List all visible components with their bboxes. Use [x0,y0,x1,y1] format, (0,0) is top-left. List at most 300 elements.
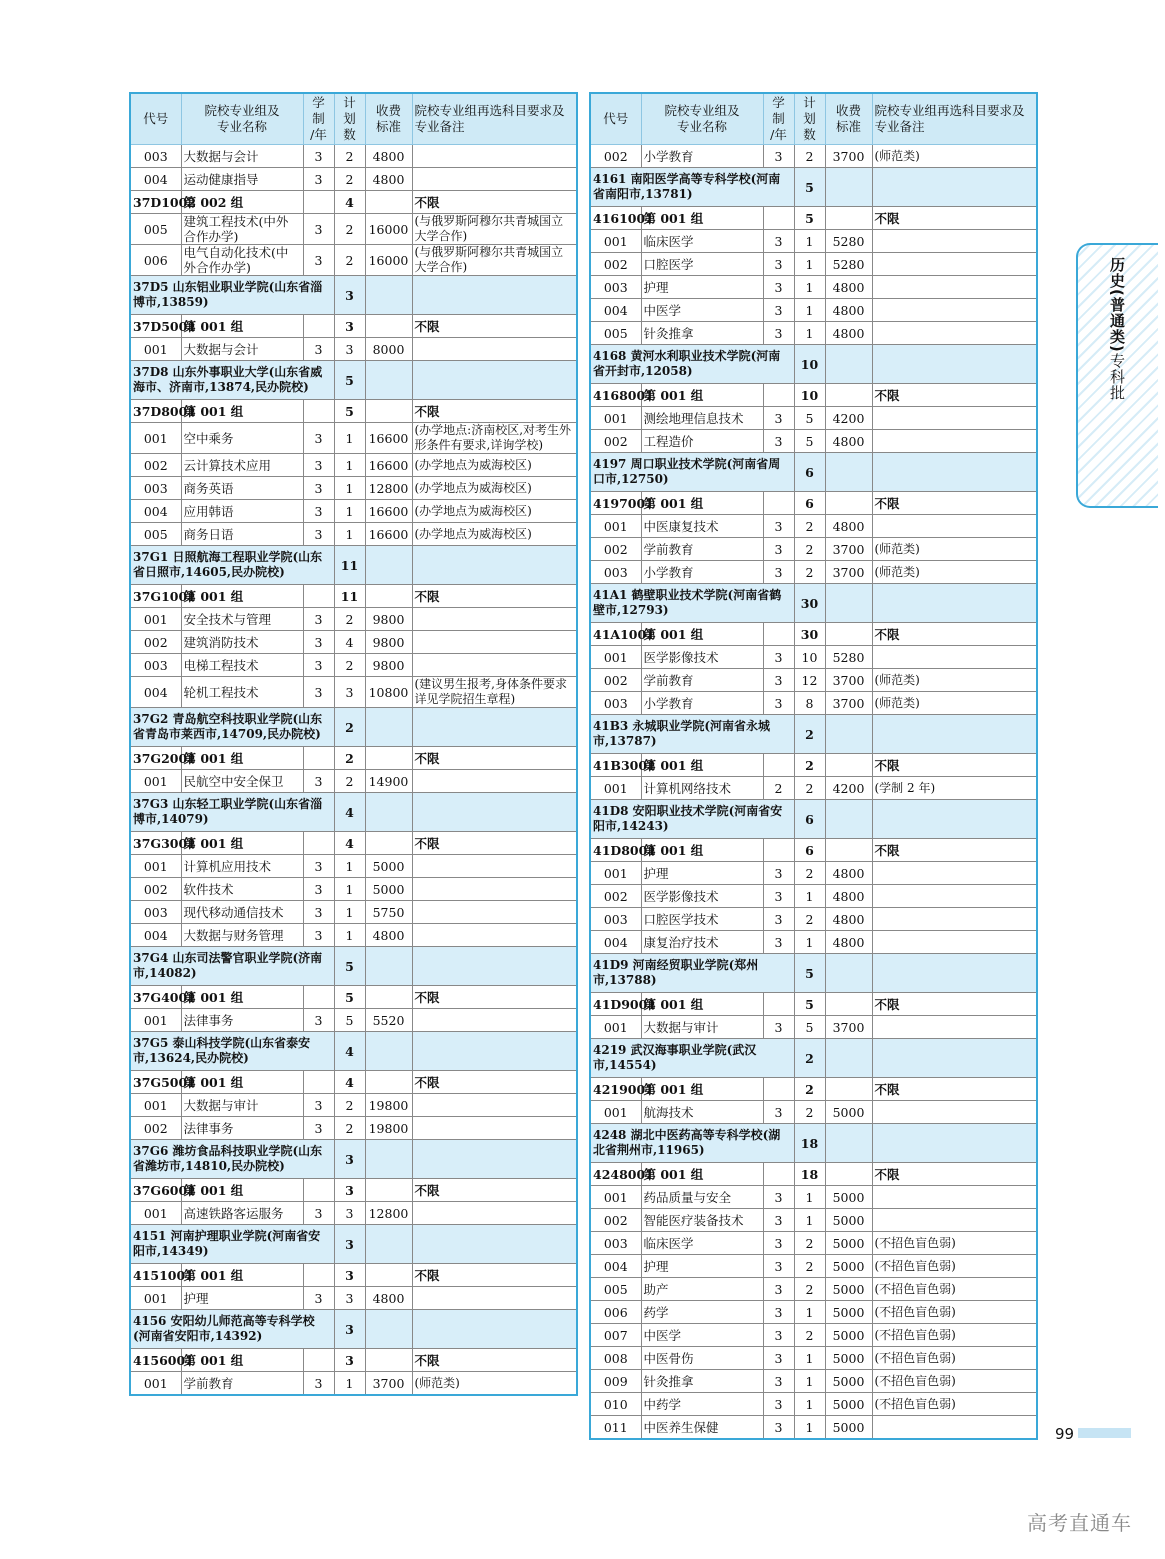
major-remark: (不招色盲色弱) [872,1324,1037,1347]
major-name: 建筑工程技术(中外合作办学) [181,214,303,245]
study-years: 3 [303,924,334,947]
subject-requirement: 不限 [872,1163,1037,1186]
plan-count: 6 [794,492,825,515]
major-row [590,515,1037,538]
subject-requirement: 不限 [872,207,1037,230]
header-remark: 院校专业组再选科目要求及 专业备注 [872,93,1037,145]
study-years: 3 [763,1186,794,1209]
group-name: 第 001 组 [181,986,303,1009]
tuition-fee: 5000 [365,878,412,901]
fee-cell [365,986,412,1009]
plan-count: 2 [334,214,365,245]
group-code: 37G6001 [130,1179,181,1202]
major-name: 商务英语 [181,477,303,500]
study-years: 3 [763,299,794,322]
years-cell [303,585,334,608]
plan-count: 11 [334,585,365,608]
major-remark [872,908,1037,931]
major-row [130,901,577,924]
tuition-fee: 16600 [365,523,412,546]
major-code: 003 [130,901,181,924]
school-row [590,800,1037,839]
major-code: 001 [590,777,641,800]
study-years: 3 [763,931,794,954]
major-code: 002 [130,454,181,477]
major-row [590,669,1037,692]
major-row [590,908,1037,931]
plan-count: 6 [794,800,825,839]
major-code: 007 [590,1324,641,1347]
years-cell [763,1078,794,1101]
major-row [590,299,1037,322]
major-code: 001 [590,1016,641,1039]
major-code: 002 [130,1117,181,1140]
group-name: 第 001 组 [181,585,303,608]
group-name: 第 001 组 [641,839,763,862]
major-code: 003 [130,145,181,168]
study-years: 3 [303,338,334,361]
study-years: 3 [763,253,794,276]
major-code: 003 [130,654,181,677]
major-remark: (建议男生报考,身体条件要求详见学院招生章程) [412,677,577,708]
major-name: 高速铁路客运服务 [181,1202,303,1225]
major-code: 001 [590,646,641,669]
group-code: 37G4001 [130,986,181,1009]
group-name: 第 001 组 [181,1179,303,1202]
plan-count: 1 [334,454,365,477]
major-code: 001 [590,862,641,885]
major-row [590,1101,1037,1124]
group-code: 41D8001 [590,839,641,862]
major-row [130,770,577,793]
study-years: 3 [303,214,334,245]
tuition-fee: 9800 [365,654,412,677]
school-row [590,584,1037,623]
study-years: 3 [763,1209,794,1232]
group-row [590,839,1037,862]
school-row [130,276,577,315]
school-row [130,708,577,747]
major-remark [872,407,1037,430]
subject-requirement: 不限 [412,585,577,608]
plan-count: 2 [794,1255,825,1278]
major-remark [872,515,1037,538]
major-row [590,1016,1037,1039]
plan-count: 10 [794,384,825,407]
tuition-fee: 5750 [365,901,412,924]
remark-cell [412,276,577,315]
group-name: 第 001 组 [641,207,763,230]
plan-count: 1 [334,423,365,454]
fee-cell [825,839,872,862]
major-name: 药学 [641,1301,763,1324]
school-row [130,1310,577,1349]
group-row [130,832,577,855]
major-remark [872,1016,1037,1039]
major-remark [412,1202,577,1225]
tuition-fee: 5000 [825,1393,872,1416]
tuition-fee: 5000 [365,855,412,878]
major-row [130,477,577,500]
major-name: 轮机工程技术 [181,677,303,708]
major-row [130,338,577,361]
tuition-fee: 5000 [825,1101,872,1124]
remark-cell [412,1310,577,1349]
major-remark: (师范类) [872,669,1037,692]
plan-count: 2 [334,708,365,747]
tuition-fee: 5280 [825,646,872,669]
major-row [130,1009,577,1032]
tuition-fee: 9800 [365,608,412,631]
major-remark [872,322,1037,345]
study-years: 3 [763,1255,794,1278]
subject-requirement: 不限 [412,1264,577,1287]
major-code: 002 [590,538,641,561]
fee-cell [365,585,412,608]
plan-count: 3 [334,1202,365,1225]
major-name: 航海技术 [641,1101,763,1124]
study-years: 3 [763,692,794,715]
study-years: 3 [303,654,334,677]
remark-cell [872,800,1037,839]
plan-count: 1 [794,1209,825,1232]
study-years: 3 [303,1372,334,1396]
tuition-fee: 19800 [365,1094,412,1117]
plan-count: 1 [794,1186,825,1209]
plan-count: 2 [794,908,825,931]
major-name: 中医骨伤 [641,1347,763,1370]
school-row [590,168,1037,207]
major-name: 护理 [641,276,763,299]
major-code: 002 [590,253,641,276]
major-code: 008 [590,1347,641,1370]
study-years: 3 [763,1232,794,1255]
major-remark [872,253,1037,276]
major-code: 003 [590,276,641,299]
tuition-fee: 3700 [825,145,872,168]
study-years: 3 [763,1324,794,1347]
group-row [590,207,1037,230]
major-name: 民航空中安全保卫 [181,770,303,793]
plan-count: 2 [794,561,825,584]
fee-cell [365,1071,412,1094]
group-code: 37G5001 [130,1071,181,1094]
tuition-fee: 5520 [365,1009,412,1032]
tuition-fee: 14900 [365,770,412,793]
major-row [590,885,1037,908]
major-row [130,500,577,523]
study-years: 3 [763,1278,794,1301]
study-years: 3 [763,561,794,584]
major-row [590,1301,1037,1324]
major-name: 医学影像技术 [641,885,763,908]
plan-count: 2 [794,538,825,561]
header-years: 学 制 /年 [303,93,334,145]
school-name: 41B3 永城职业学院(河南省永城市,13787) [590,715,794,754]
plan-count: 30 [794,584,825,623]
tuition-fee: 4800 [825,885,872,908]
tuition-fee: 5000 [825,1186,872,1209]
plan-count: 4 [334,1032,365,1071]
major-row [590,1324,1037,1347]
major-name: 软件技术 [181,878,303,901]
tuition-fee: 4800 [825,862,872,885]
major-row [130,608,577,631]
major-name: 测绘地理信息技术 [641,407,763,430]
school-name: 4151 河南护理职业学院(河南省安阳市,14349) [130,1225,334,1264]
major-code: 001 [590,1186,641,1209]
major-remark: (师范类) [872,561,1037,584]
major-code: 001 [130,338,181,361]
subject-requirement: 不限 [412,1179,577,1202]
study-years: 3 [303,454,334,477]
study-years: 3 [303,1094,334,1117]
plan-count: 5 [794,1016,825,1039]
years-cell [763,384,794,407]
plan-count: 1 [794,1301,825,1324]
major-row [590,1209,1037,1232]
subject-requirement: 不限 [412,747,577,770]
group-row [130,315,577,338]
fee-cell [825,1039,872,1078]
tuition-fee: 5280 [825,253,872,276]
tuition-fee: 9800 [365,631,412,654]
years-cell [303,400,334,423]
major-code: 005 [130,214,181,245]
tuition-fee: 12800 [365,1202,412,1225]
major-code: 001 [130,1287,181,1310]
major-name: 运动健康指导 [181,168,303,191]
header-code: 代号 [590,93,641,145]
header-name: 院校专业组及 专业名称 [181,93,303,145]
major-code: 002 [590,430,641,453]
study-years: 3 [303,1117,334,1140]
major-remark [872,430,1037,453]
major-row [130,1372,577,1396]
major-row [130,878,577,901]
tuition-fee: 8000 [365,338,412,361]
plan-count: 2 [794,1078,825,1101]
school-row [590,715,1037,754]
major-code: 001 [130,608,181,631]
fee-cell [825,207,872,230]
major-name: 大数据与会计 [181,338,303,361]
tuition-fee: 5000 [825,1347,872,1370]
subject-requirement: 不限 [412,191,577,214]
fee-cell [365,1140,412,1179]
major-code: 010 [590,1393,641,1416]
study-years: 3 [303,631,334,654]
fee-cell [825,168,872,207]
major-code: 003 [590,908,641,931]
tuition-fee: 12800 [365,477,412,500]
fee-cell [825,993,872,1016]
plan-count: 2 [334,1094,365,1117]
major-remark [412,631,577,654]
major-name: 口腔医学 [641,253,763,276]
fee-cell [825,754,872,777]
remark-cell [872,715,1037,754]
fee-cell [365,361,412,400]
group-name: 第 001 组 [641,1163,763,1186]
major-row [590,931,1037,954]
group-name: 第 002 组 [181,191,303,214]
group-code: 4248001 [590,1163,641,1186]
group-name: 第 001 组 [181,1071,303,1094]
study-years: 3 [303,1202,334,1225]
subject-requirement: 不限 [412,400,577,423]
table-body-right [590,93,1037,1439]
years-cell [763,993,794,1016]
major-name: 计算机应用技术 [181,855,303,878]
plan-count: 1 [334,523,365,546]
major-remark: (师范类) [872,145,1037,168]
major-name: 应用韩语 [181,500,303,523]
major-code: 004 [130,677,181,708]
plan-count: 6 [794,453,825,492]
major-name: 中医康复技术 [641,515,763,538]
major-remark: (学制 2 年) [872,777,1037,800]
tuition-fee: 5000 [825,1324,872,1347]
major-code: 009 [590,1370,641,1393]
major-name: 中药学 [641,1393,763,1416]
major-row [130,245,577,276]
major-name: 临床医学 [641,230,763,253]
school-name: 37G6 潍坊食品科技职业学院(山东省潍坊市,14810,民办院校) [130,1140,334,1179]
major-row [130,677,577,708]
watermark-text: 高考直通车 [1027,1511,1132,1535]
group-code: 37G2001 [130,747,181,770]
remark-cell [412,708,577,747]
fee-cell [365,1310,412,1349]
major-remark [412,924,577,947]
plan-count: 2 [334,770,365,793]
years-cell [303,191,334,214]
plan-count: 5 [794,430,825,453]
study-years: 3 [763,1101,794,1124]
years-cell [763,207,794,230]
major-row [130,145,577,168]
major-code: 004 [130,500,181,523]
tuition-fee: 3700 [825,1016,872,1039]
major-name: 大数据与会计 [181,145,303,168]
tuition-fee: 16600 [365,454,412,477]
school-row [130,1032,577,1071]
plan-count: 2 [334,747,365,770]
major-row [130,1094,577,1117]
fee-cell [365,315,412,338]
remark-cell [412,947,577,986]
plan-count: 10 [794,345,825,384]
plan-count: 6 [794,839,825,862]
school-name: 41A1 鹤壁职业技术学院(河南省鹤壁市,12793) [590,584,794,623]
major-name: 空中乘务 [181,423,303,454]
major-code: 004 [130,168,181,191]
major-code: 001 [130,1009,181,1032]
major-row [130,168,577,191]
school-name: 37G3 山东轻工职业学院(山东省淄博市,14079) [130,793,334,832]
major-code: 005 [130,523,181,546]
tuition-fee: 5000 [825,1416,872,1440]
major-name: 建筑消防技术 [181,631,303,654]
plan-count: 30 [794,623,825,646]
study-years: 3 [303,168,334,191]
tuition-fee: 5000 [825,1370,872,1393]
subject-requirement: 不限 [412,986,577,1009]
major-row [590,322,1037,345]
group-row [590,993,1037,1016]
tuition-fee: 3700 [825,561,872,584]
years-cell [763,1163,794,1186]
major-remark [412,770,577,793]
study-years: 3 [763,646,794,669]
fee-cell [365,947,412,986]
group-row [590,754,1037,777]
subject-requirement: 不限 [872,1078,1037,1101]
plan-count: 5 [794,993,825,1016]
study-years: 3 [763,407,794,430]
plan-count: 2 [794,777,825,800]
school-name: 37G2 青岛航空科技职业学院(山东省青岛市莱西市,14709,民办院校) [130,708,334,747]
plan-count: 5 [334,947,365,986]
group-row [590,1078,1037,1101]
study-years: 3 [763,230,794,253]
tuition-fee: 4800 [825,908,872,931]
major-name: 商务日语 [181,523,303,546]
school-name: 4161 南阳医学高等专科学校(河南省南阳市,13781) [590,168,794,207]
study-years: 3 [763,1016,794,1039]
major-code: 004 [590,299,641,322]
major-remark: (不招色盲色弱) [872,1255,1037,1278]
major-row [130,1287,577,1310]
table-body-left [130,93,577,1395]
major-row [590,430,1037,453]
plan-count: 2 [794,862,825,885]
major-code: 005 [590,322,641,345]
plan-count: 4 [334,1071,365,1094]
major-code: 001 [590,230,641,253]
school-name: 37D5 山东铝业职业学院(山东省淄博市,13859) [130,276,334,315]
school-row [590,1039,1037,1078]
study-years: 3 [763,430,794,453]
major-name: 护理 [181,1287,303,1310]
major-row [590,1416,1037,1440]
major-remark [872,1209,1037,1232]
page-number-bar [1078,1428,1131,1438]
fee-cell [365,276,412,315]
plan-count: 4 [334,191,365,214]
study-years: 3 [303,500,334,523]
major-code: 001 [130,423,181,454]
major-name: 现代移动通信技术 [181,901,303,924]
study-years: 3 [763,322,794,345]
major-name: 法律事务 [181,1117,303,1140]
tuition-fee: 4800 [365,924,412,947]
years-cell [303,832,334,855]
remark-cell [872,954,1037,993]
plan-count: 2 [794,715,825,754]
major-name: 电梯工程技术 [181,654,303,677]
remark-cell [872,1039,1037,1078]
fee-cell [825,584,872,623]
plan-count: 5 [334,400,365,423]
plan-count: 2 [794,754,825,777]
plan-count: 1 [334,1372,365,1396]
study-years: 3 [303,245,334,276]
study-years: 3 [763,1301,794,1324]
fee-cell [825,492,872,515]
study-years: 3 [763,515,794,538]
